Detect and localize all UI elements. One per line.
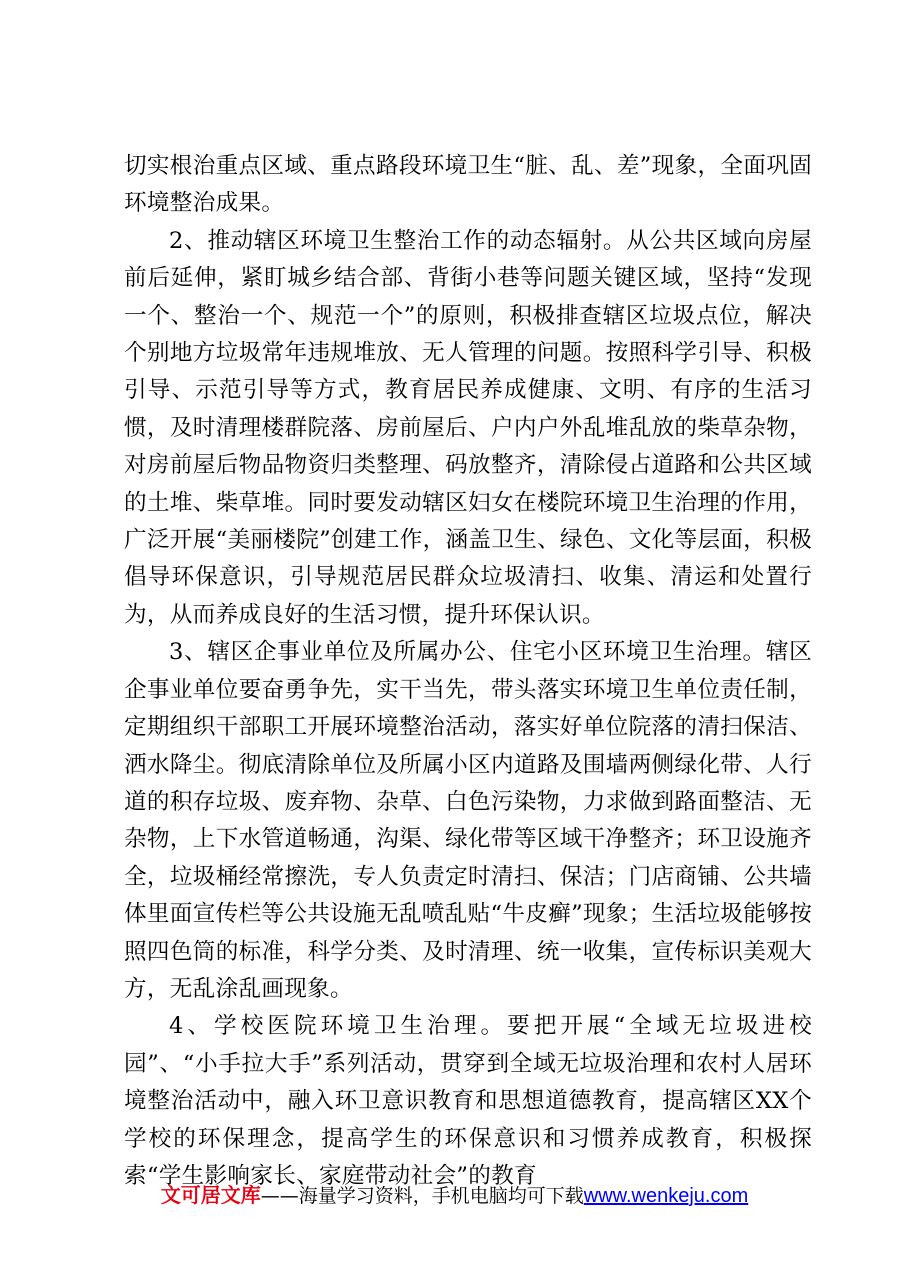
footer-banner <box>0 1182 909 1209</box>
document-body <box>124 148 812 1195</box>
paragraph-4: 4、学校医院环境卫生治理。要把开展“全域无垃圾进校园”、“小手拉大手”系列活动，贯穿到全域无垃圾治理和农村人居环境整治活动中，融入环卫意识教育和思想道德教育，提高辖区XX个学校的环保理念，提高学生的环保意识和习惯养成教育，积极探索“学生影响家长、家庭带动社会”的教育 <box>124 1013 812 1189</box>
footer-brand: 文可居文库 <box>160 1183 261 1207</box>
footer-tagline: ——海量学习资料，手机电脑均可下载 <box>260 1185 584 1207</box>
paragraph-2: 2、推动辖区环境卫生整治工作的动态辐射。从公共区域向房屋前后延伸，紧盯城乡结合部、背街小巷等问题关键区域，坚持“发现一个、整治一个、规范一个”的原则，积极排查辖区垃圾点位，解决个别地方垃圾常年违规堆放、无人管理的问题。按照科学引导、积极引导、示范引导等方式，教育居民养成健康、文明、有序的生活习惯，及时清理楼群院落、房前屋后、户内户外乱堆乱放的柴草杂物，对房前屋后物品物资归类整理、码放整齐，清除侵占道路和公共区域的土堆、柴草堆。同时要发动辖区妇女在楼院环境卫生治理的作用，广泛开展“美丽楼院”创建工作，涵盖卫生、绿色、文化等层面，积极倡导环保意识，引导规范居民群众垃圾清扫、收集、清运和处置行为，从而养成良好的生活习惯，提升环保认识。 <box>124 227 812 628</box>
footer-url-link[interactable]: www.wenkeju.com <box>583 1185 749 1207</box>
paragraph-3: 3、辖区企事业单位及所属办公、住宅小区环境卫生治理。辖区企事业单位要奋勇争先，实干当先，带头落实环境卫生单位责任制，定期组织干部职工开展环境整治活动，落实好单位院落的清扫保洁、洒水降尘。彻底清除单位及所属小区内道路及围墙两侧绿化带、人行道的积存垃圾、废弃物、杂草、白色污染物，力求做到路面整洁、无杂物，上下水管道畅通，沟渠、绿化带等区域干净整齐；环卫设施齐全，垃圾桶经常擦洗，专人负责定时清扫、保洁；门店商铺、公共墙体里面宣传栏等公共设施无乱喷乱贴“牛皮癣”现象；生活垃圾能够按照四色筒的标准，科学分类、及时清理、统一收集，宣传标识美观大方，无乱涂乱画现象。 <box>124 639 812 1002</box>
paragraph-1: 切实根治重点区域、重点路段环境卫生“脏、乱、差”现象，全面巩固环境整治成果。 <box>124 153 812 217</box>
